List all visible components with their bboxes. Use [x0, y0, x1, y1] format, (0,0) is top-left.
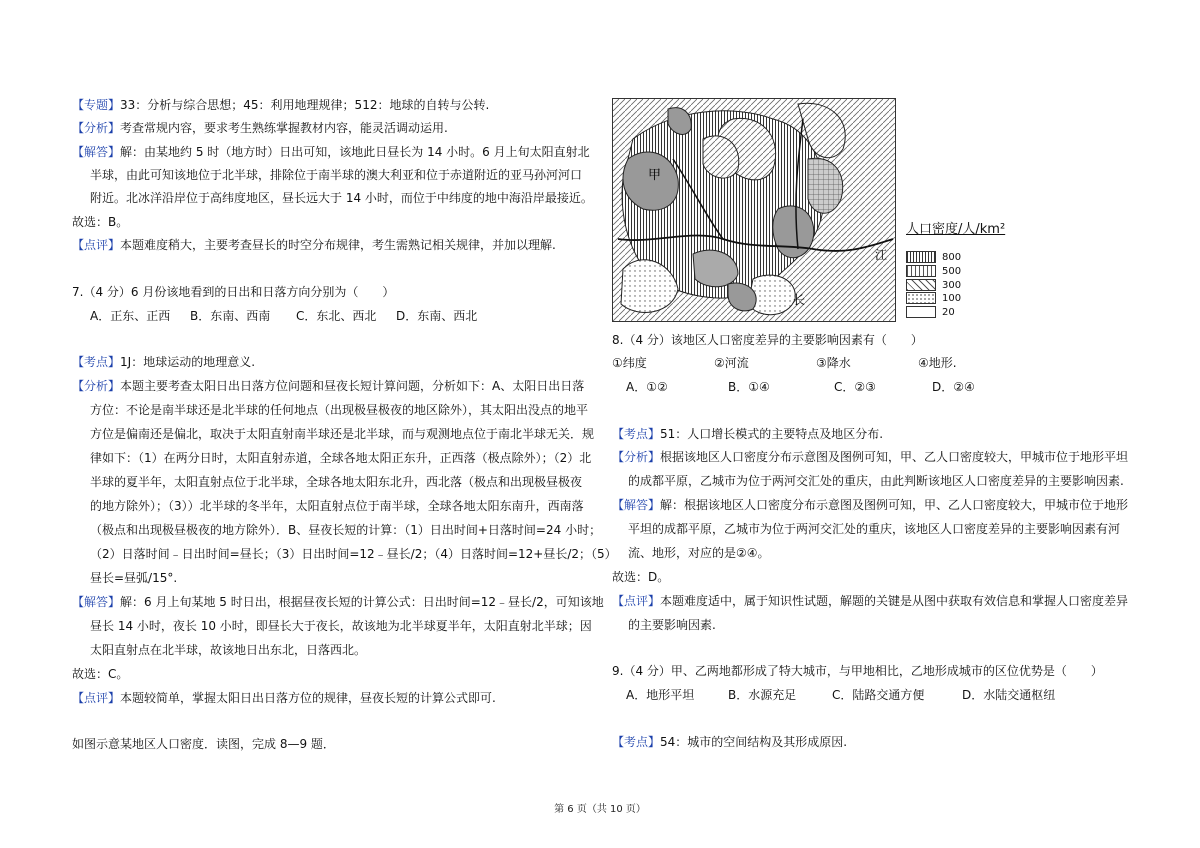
q8-fenxi: 【分析】根据该地区人口密度分布示意图及图例可知，甲、乙人口密度较大，甲城市位于地形平坦: [612, 450, 1129, 464]
q7-kaodian: 【考点】1J：地球运动的地理意义.: [72, 355, 256, 369]
q9-kaodian: 【考点】54：城市的空间结构及其形成原因.: [612, 735, 848, 749]
q7-option-b: B．东南、西南: [190, 309, 271, 323]
population-density-map: [612, 98, 896, 322]
q8-factor: ④地形.: [918, 356, 957, 370]
q8-jieda-line: 流、地形，对应的是②④。: [628, 546, 770, 560]
q8-option-b: B．①④: [728, 380, 770, 394]
q9-options: [626, 685, 1055, 705]
legend-swatch: [906, 306, 936, 318]
legend-item: 300: [906, 279, 1005, 293]
q9-option-c: C．陆路交通方便: [832, 688, 925, 702]
q8-options: [626, 377, 975, 397]
q8-stem: 8.（4 分）该地区人口密度差异的主要影响因素有（ ）: [612, 333, 923, 347]
q8-factors: [612, 353, 957, 373]
q6-jieda-line3: 附近。北冰洋沿岸位于高纬度地区，昼长远大于 14 小时，而位于中纬度的地中海沿岸最接近。: [90, 191, 593, 205]
q7-answer: 故选：C。: [72, 667, 129, 681]
q7-fenxi: 【分析】本题主要考查太阳日出日落方位问题和昼夜长短计算问题，分析如下：A、太阳日出日落: [72, 379, 585, 393]
q8-jieda-line: 平坦的成都平原，乙城市为位于两河交汇处的重庆，该地区人口密度差异的主要影响因素有河: [628, 522, 1121, 536]
q7-fenxi-line: 的地方除外）；（3））北半球的冬半年，太阳直射点位于南半球，全球各地太阳东南升，西南落: [90, 499, 584, 513]
q6-jieda-line2: 半球，由此可知该地位于北半球，排除位于南半球的澳大利亚和位于赤道附近的亚马孙河河口: [90, 168, 583, 182]
legend-item: 100: [906, 292, 1005, 306]
q8-fenxi-line: 的成都平原，乙城市为位于两河交汇处的重庆，由此判断该地区人口密度差异的主要影响因素.: [628, 474, 1124, 488]
q7-jieda-line: 昼长 14 小时，夜长 10 小时，即昼长大于夜长，故该地为北半球夏半年，太阳直射北半球；因: [90, 619, 592, 633]
map-graphic: [613, 99, 896, 322]
q8-option-a: A．①②: [626, 380, 668, 394]
q7-dianping: 【点评】本题较简单，掌握太阳日出日落方位的规律，昼夜长短的计算公式即可.: [72, 691, 496, 705]
page-footer: 第 6 页（共 10 页）: [554, 804, 646, 815]
legend-swatch: [906, 265, 936, 277]
q6-fenxi: 【分析】考查常规内容，要求考生熟练掌握教材内容，能灵活调动运用.: [72, 121, 448, 135]
legend-swatch: [906, 251, 936, 263]
q9-option-b: B．水源充足: [728, 688, 797, 702]
q7-jieda: 【解答】解：6 月上旬某地 5 时日出，根据昼夜长短的计算公式：日出时间=12﹣昼长/2，可知该地: [72, 595, 604, 609]
q6-answer: 故选：B。: [72, 215, 129, 229]
q8-factor: ③降水: [816, 356, 851, 370]
q8-answer: 故选：D。: [612, 570, 670, 584]
q8-factor: ①纬度: [612, 356, 647, 370]
q7-fenxi-line: （极点和出现极昼极夜的地方除外）．B、昼夜长短的计算：（1）日出时间+日落时间=24 小时；: [90, 523, 602, 537]
q9-option-a: A．地形平坦: [626, 688, 695, 702]
legend-item: 500: [906, 265, 1005, 279]
label-jia: 甲: [648, 168, 662, 183]
label-jiang: 江: [875, 248, 888, 262]
q8-jieda: 【解答】解：根据该地区人口密度分布示意图及图例可知，甲、乙人口密度较大，甲城市位于地形: [612, 498, 1129, 512]
legend-swatch: [906, 292, 936, 304]
q8-dianping-line: 的主要影响因素.: [628, 618, 716, 632]
q7-fenxi-line: 律如下：（1）在两分日时，太阳直射赤道，全球各地太阳正东升，正西落（极点除外）；（2）北: [90, 451, 592, 465]
q7-option-a: A．正东、正西: [90, 309, 171, 323]
q7-fenxi-line: 半球的夏半年，太阳直射点位于北半球，全球各地太阳东北升，西北落（极点和出现极昼极夜: [90, 475, 583, 489]
q7-fenxi-line: （2）日落时间﹣日出时间=昼长；（3）日出时间=12﹣昼长/2；（4）日落时间=12+昼长/2；（5）: [90, 547, 617, 561]
q7-option-c: C．东北、西北: [296, 309, 377, 323]
label-chang: 长: [793, 293, 806, 307]
q6-zhuanti: 【专题】33：分析与综合思想；45：利用地理规律；512：地球的自转与公转.: [72, 98, 490, 112]
q8-kaodian: 【考点】51：人口增长模式的主要特点及地区分布.: [612, 427, 884, 441]
legend-item: 20: [906, 306, 1005, 320]
legend-item: 800: [906, 251, 1005, 265]
q9-option-d: D．水陆交通枢纽: [962, 688, 1056, 702]
q7-options: [90, 306, 477, 326]
q6-jieda: 【解答】解：由某地约 5 时（地方时）日出可知，该地此日昼长为 14 小时。6 月上旬太阳直射北: [72, 145, 590, 159]
q8-option-d: D．②④: [932, 380, 975, 394]
legend-swatch: [906, 279, 936, 291]
q6-dianping: 【点评】本题难度稍大，主要考查昼长的时空分布规律，考生需熟记相关规律，并加以理解.: [72, 238, 556, 252]
q8-factor: ②河流: [714, 356, 749, 370]
legend-title: 人口密度/人/km²: [906, 222, 1006, 237]
q9-stem: 9.（4 分）甲、乙两地都形成了特大城市，与甲地相比，乙地形成城市的区位优势是（ ）: [612, 664, 1103, 678]
q7-jieda-line: 太阳直射点在北半球，故该地日出东北，日落西北。: [90, 643, 367, 657]
q7-fenxi-line: 方位：不论是南半球还是北半球的任何地点（出现极昼极夜的地区除外），其太阳出没点的地平: [90, 403, 589, 417]
q8-option-c: C．②③: [834, 380, 876, 394]
area-yi: [773, 206, 814, 258]
q8-dianping: 【点评】本题难度适中，属于知识性试题，解题的关键是从图中获取有效信息和掌握人口密度差异: [612, 594, 1129, 608]
q7-fenxi-line: 昼长=昼弧/15°.: [90, 571, 178, 585]
q7-stem: 7.（4 分）6 月份该地看到的日出和日落方向分别为（ ）: [72, 285, 395, 299]
map-legend: [906, 218, 1005, 320]
q7-fenxi-line: 方位是偏南还是偏北，取决于太阳直射南半球还是北半球，而与观测地点位于南北半球无关．规: [90, 427, 595, 441]
q7-option-d: D．东南、西北: [396, 309, 478, 323]
q8-9-intro: 如图示意某地区人口密度．读图，完成 8—9 题．: [72, 737, 335, 751]
